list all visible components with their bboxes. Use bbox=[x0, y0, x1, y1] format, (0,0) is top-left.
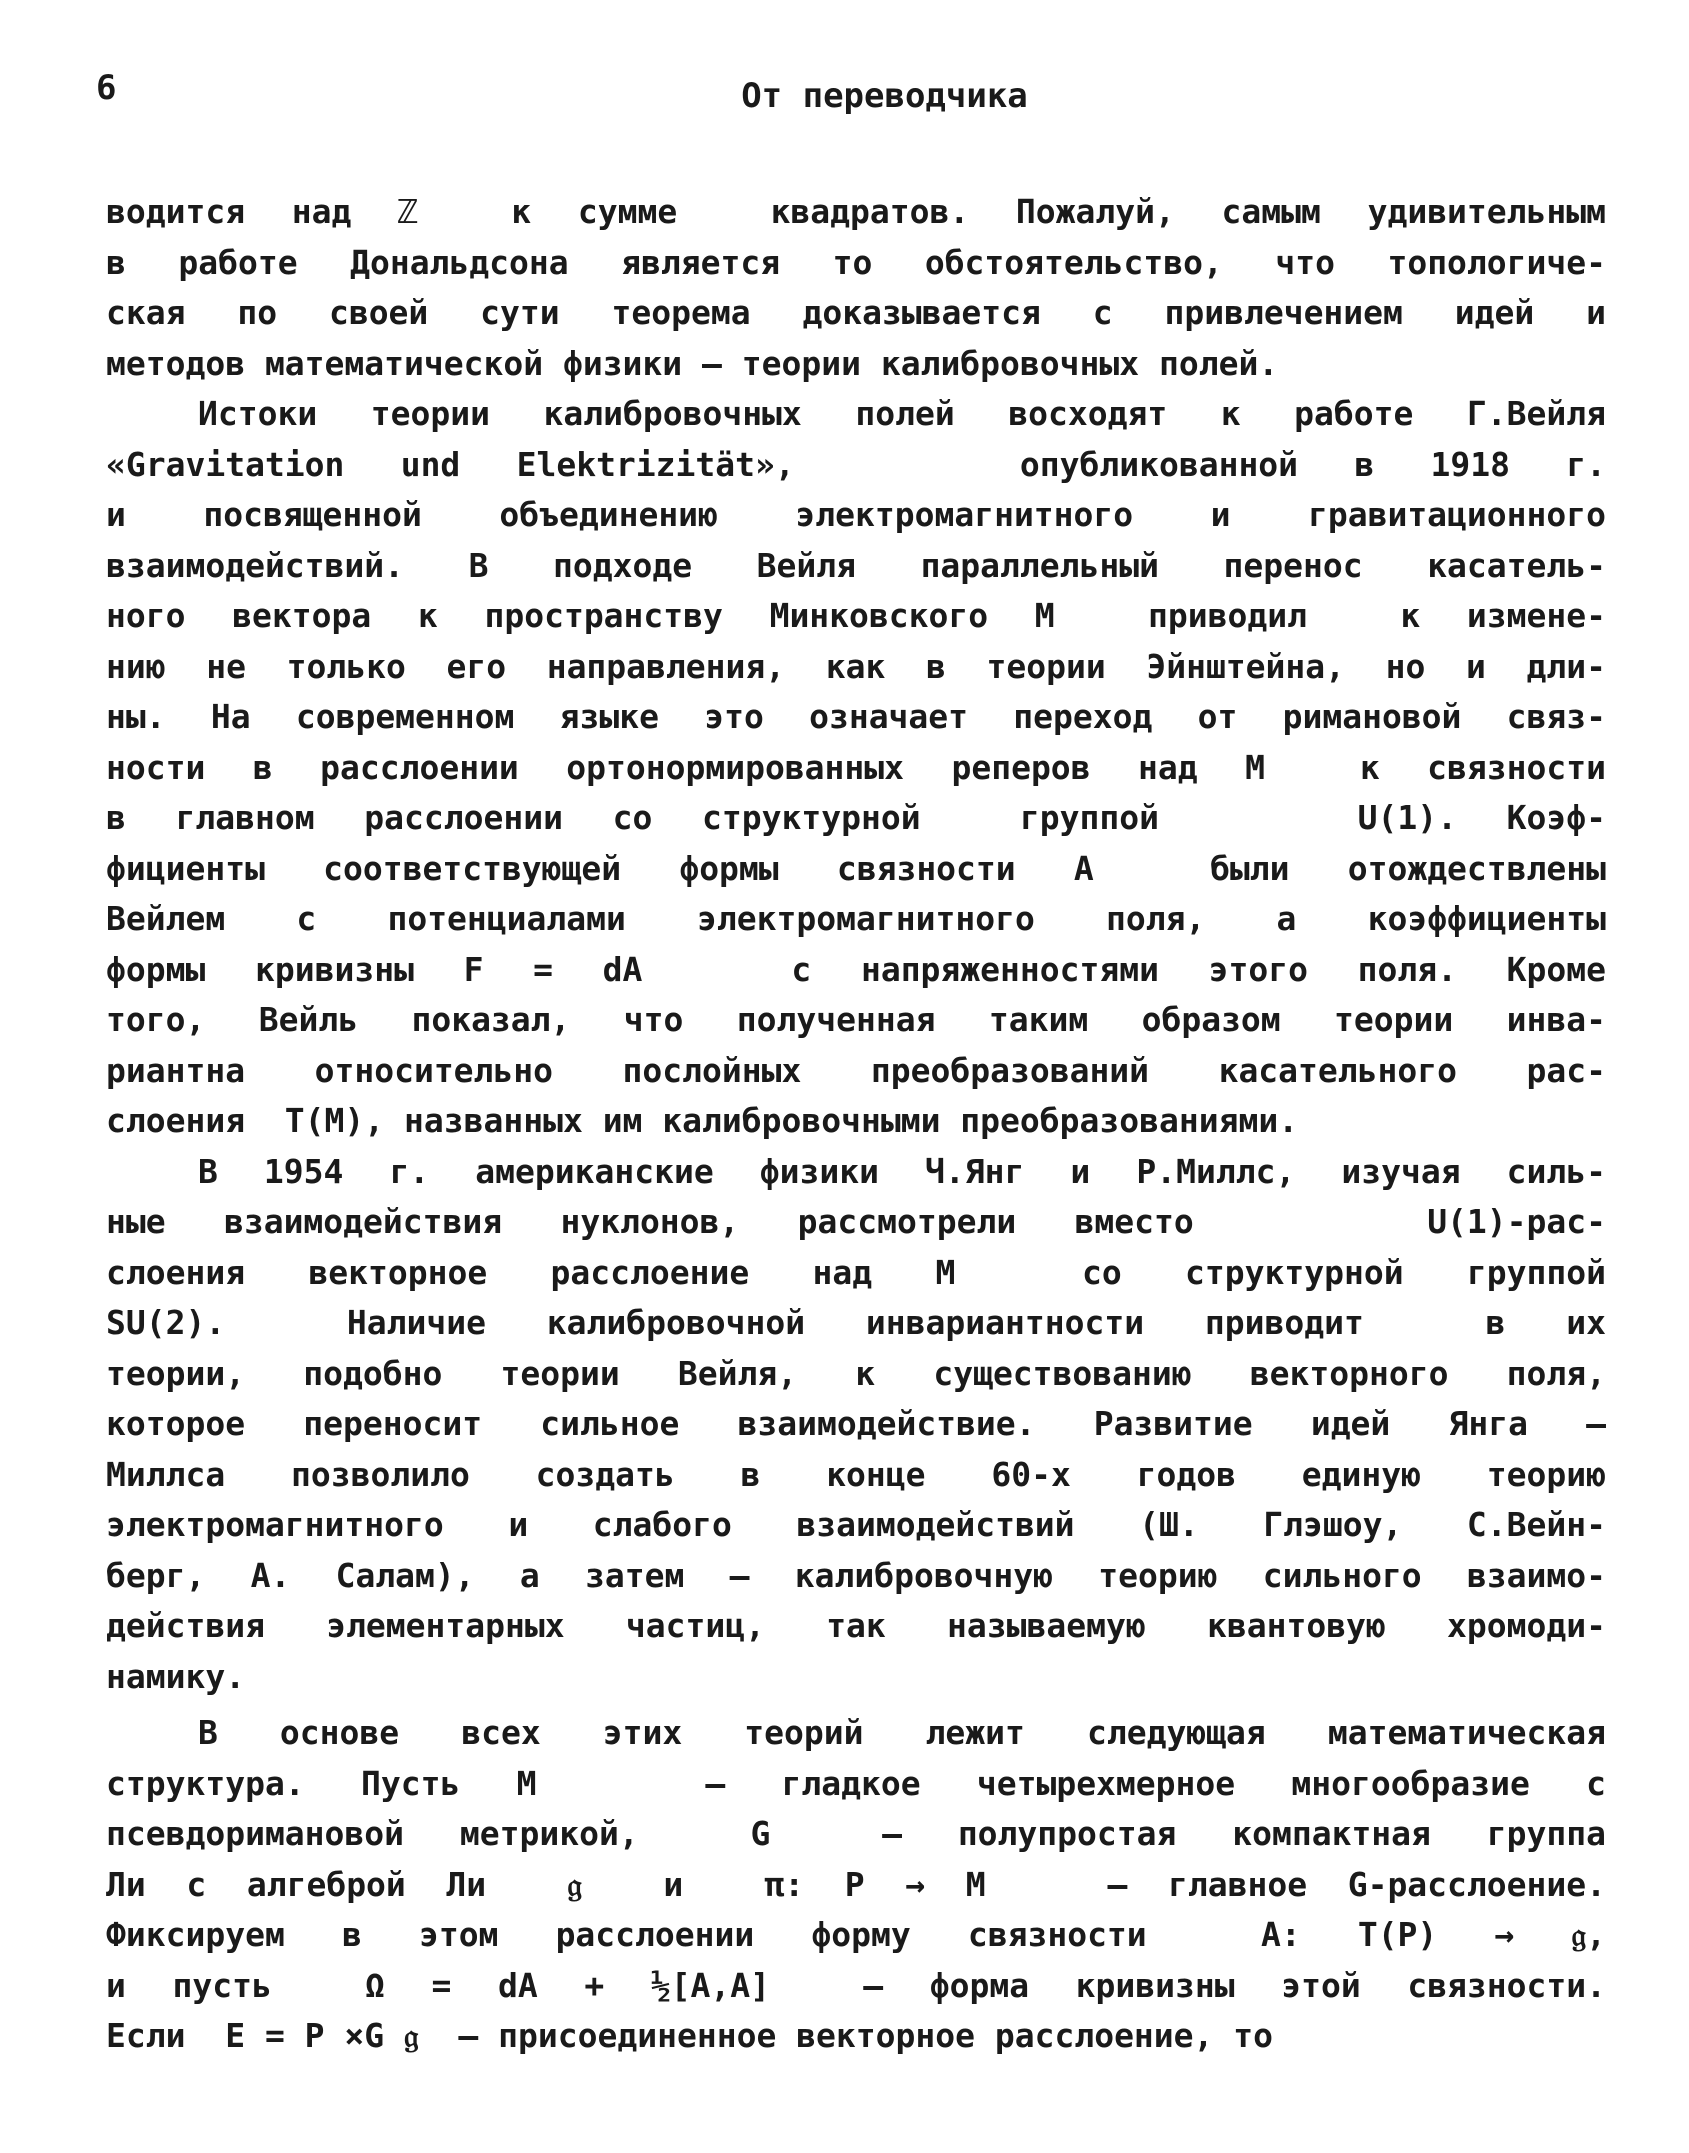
text-line: риантна относительно послойных преобразований касательного рас- bbox=[106, 1050, 1606, 1090]
body-text bbox=[106, 187, 1606, 2062]
text-line: Фиксируем в этом расслоении форму связности A: T(P) → 𝔤, bbox=[106, 1915, 1606, 1954]
text-line: водится над ℤ к сумме квадратов. Пожалуй, самым удивительным bbox=[106, 192, 1606, 231]
running-title: От переводчика bbox=[741, 76, 1028, 116]
text-line: Если E = P ×G 𝔤 – присоединенное векторное расслоение, то bbox=[106, 2016, 1274, 2055]
text-line: ская по своей сути теорема доказывается с привлечением идей и bbox=[106, 293, 1606, 332]
text-line: формы кривизны F = dA с напряженностями этого поля. Кроме bbox=[106, 949, 1606, 989]
text-line: Ли с алгеброй Ли 𝔤 и π: P → M – главное G-расслоение. bbox=[106, 1864, 1606, 1904]
text-line: фициенты соответствующей формы связности A были отождествлены bbox=[106, 848, 1606, 888]
text-line: Миллса позволило создать в конце 60-х годов единую теорию bbox=[106, 1454, 1606, 1494]
paragraph-2 bbox=[106, 389, 1606, 1147]
paragraph-4 bbox=[106, 1708, 1606, 2062]
text-line: того, Вейль показал, что полученная таким образом теории инва- bbox=[106, 1000, 1606, 1039]
text-line: ны. На современном языке это означает переход от римановой связ- bbox=[106, 697, 1606, 736]
text-line: Вейлем с потенциалами электромагнитного поля, а коэффициенты bbox=[106, 899, 1606, 938]
text-line: ные взаимодействия нуклонов, рассмотрели вместо U(1)-рас- bbox=[106, 1202, 1606, 1241]
text-line: ности в расслоении ортонормированных реперов над M к связности bbox=[106, 747, 1606, 787]
text-line: структура. Пусть M – гладкое четырехмерное многообразие с bbox=[106, 1763, 1606, 1803]
text-line: действия элементарных частиц, так называемую квантовую хромоди- bbox=[106, 1606, 1606, 1645]
text-line: в работе Дональдсона является то обстоятельство, что топологиче- bbox=[106, 242, 1606, 282]
text-line: теории, подобно теории Вейля, к существованию векторного поля, bbox=[106, 1353, 1606, 1393]
text-line: берг, А. Салам), а затем – калибровочную теорию сильного взаимо- bbox=[106, 1555, 1606, 1595]
text-line: и посвященной объединению электромагнитного и гравитационного bbox=[106, 495, 1606, 534]
text-line: псевдоримановой метрикой, G – полупростая компактная группа bbox=[106, 1814, 1606, 1853]
text-line: «Gravitation und Elektrizität», опубликованной в 1918 г. bbox=[106, 444, 1606, 484]
text-line: в главном расслоении со структурной группой U(1). Коэф- bbox=[106, 798, 1606, 837]
paragraph-1 bbox=[106, 187, 1606, 389]
text-line: ного вектора к пространству Минковского M приводил к измене- bbox=[106, 596, 1606, 635]
text-line: слоения векторное расслоение над M со структурной группой bbox=[106, 1252, 1606, 1292]
text-line: электромагнитного и слабого взаимодействий (Ш. Глэшоу, С.Вейн- bbox=[106, 1505, 1606, 1544]
paragraph-3 bbox=[106, 1147, 1606, 1703]
text-line: SU(2). Наличие калибровочной инвариантности приводит в их bbox=[106, 1303, 1606, 1342]
text-line: слоения T(M), названных им калибровочными преобразованиями. bbox=[106, 1101, 1299, 1140]
text-line: Истоки теории калибровочных полей восходят к работе Г.Вейля bbox=[198, 394, 1606, 433]
text-line: которое переносит сильное взаимодействие. Развитие идей Янга – bbox=[106, 1404, 1606, 1443]
text-line: взаимодействий. В подходе Вейля параллельный перенос касатель- bbox=[106, 545, 1606, 585]
text-line: намику. bbox=[106, 1656, 246, 1696]
text-line: методов математической физики – теории калибровочных полей. bbox=[106, 343, 1279, 383]
page-number: 6 bbox=[96, 68, 117, 108]
text-line: нию не только его направления, как в теории Эйнштейна, но и дли- bbox=[106, 646, 1606, 686]
text-line: и пусть Ω = dA + ½[A,A] – форма кривизны этой связности. bbox=[106, 1965, 1606, 2005]
text-line: В 1954 г. американские физики Ч.Янг и Р.Миллс, изучая силь- bbox=[198, 1151, 1606, 1191]
text-line: В основе всех этих теорий лежит следующая математическая bbox=[198, 1713, 1606, 1752]
